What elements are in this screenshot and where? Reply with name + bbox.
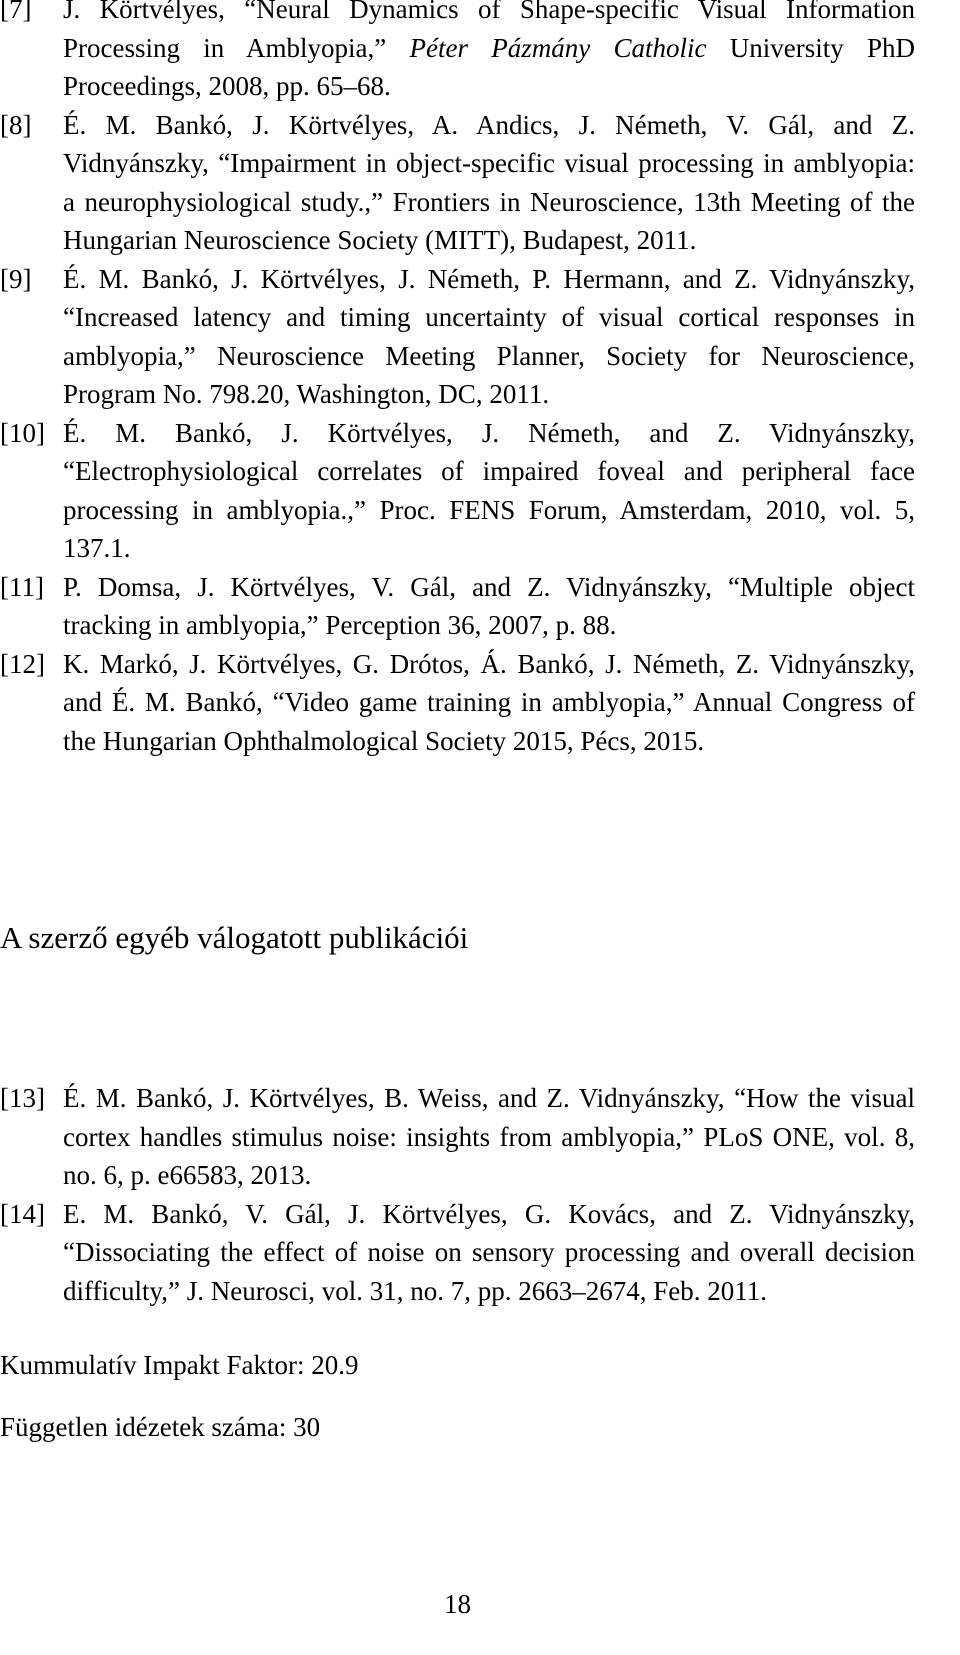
reference-number: [11] (0, 571, 44, 602)
reference-title: “How the visual cortex handles stimulus noise: insights from amblyopia,” (63, 1083, 916, 1152)
reference-item (0, 106, 915, 260)
reference-number: [9] (0, 263, 32, 294)
section-heading: A szerző egyéb válogatott publikációi (0, 920, 469, 955)
reference-title: “Increased latency and timing uncertainty of visual cortical responses in amblyopia,” (63, 302, 915, 371)
reference-item (0, 0, 915, 106)
reference-authors: K. Markó, J. Körtvélyes, G. Drótos, Á. Bankó, J. Németh, Z. Vidnyánszky, and É. M. Bankó, (63, 648, 915, 717)
reference-number: [12] (0, 648, 45, 679)
reference-number: [10] (0, 417, 45, 448)
reference-item (0, 568, 915, 645)
reference-title: “Video game training in amblyopia,” (272, 687, 685, 717)
reference-authors: É. M. Bankó, J. Körtvélyes, J. Németh, P. Hermann, and Z. Vidnyánszky, (63, 263, 915, 294)
impact-factor: Kummulatív Impakt Faktor: 20.9 (0, 1350, 359, 1380)
reference-venue: Proc. FENS Forum, Amsterdam, 2010, vol. 5, 137.1. (63, 494, 916, 563)
reference-title: “Electrophysiological correlates of impaired foveal and peripheral face processing in amblyopia.,” (63, 456, 915, 525)
reference-authors: P. Domsa, J. Körtvélyes, V. Gál, and Z. Vidnyánszky, (63, 571, 712, 602)
reference-number: [14] (0, 1198, 45, 1229)
reference-venue-rest: University PhD Proceedings, 2008, pp. 65–68. (63, 32, 916, 101)
reference-venue: Perception 36, 2007, p. 88. (325, 610, 617, 640)
reference-number: [13] (0, 1083, 45, 1113)
reference-item (0, 645, 915, 761)
reference-title: “Multiple object tracking in amblyopia,” (63, 571, 916, 640)
reference-authors: É. M. Bankó, J. Körtvélyes, B. Weiss, and Z. Vidnyánszky, (63, 1083, 725, 1113)
reference-item (0, 1079, 915, 1195)
reference-venue: Annual Congress of the Hungarian Ophthalmological Society 2015, Pécs, 2015. (63, 687, 915, 756)
reference-venue: Frontiers in Neuroscience, 13th Meeting of the Hungarian Neuroscience Society (MITT), Budapest, 2011. (63, 186, 916, 255)
reference-list-selected-publications (0, 1079, 915, 1310)
reference-title: “Dissociating the effect of noise on sensory processing and overall decision difficulty,” (63, 1237, 915, 1306)
reference-authors: E. M. Bankó, V. Gál, J. Körtvélyes, G. Kovács, and Z. Vidnyánszky, (63, 1198, 915, 1229)
reference-authors: J. Körtvélyes, (63, 0, 225, 24)
reference-list (0, 0, 915, 760)
reference-venue: PLoS ONE, vol. 8, no. 6, p. e66583, 2013. (63, 1121, 915, 1190)
reference-number: [8] (0, 109, 32, 140)
independent-citations: Független idézetek száma: 30 (0, 1412, 321, 1442)
reference-venue: Péter Pázmány Catholic (409, 32, 707, 63)
reference-item (0, 260, 915, 414)
page-number: 18 (444, 1589, 471, 1619)
reference-venue: J. Neurosci, vol. 31, no. 7, pp. 2663–2674, Feb. 2011. (186, 1275, 767, 1306)
reference-title: “Neural Dynamics of Shape-specific Visual Information Processing in Amblyopia,” (63, 0, 916, 63)
reference-item (0, 1195, 915, 1311)
reference-venue: Neuroscience Meeting Planner, Society for Neuroscience, Program No. 798.20, Washington, DC, 2011. (63, 340, 916, 409)
reference-title: “Impairment in object-specific visual processing in amblyopia: a neurophysiological study.,” (63, 148, 915, 217)
reference-item (0, 414, 915, 568)
reference-number: [7] (0, 0, 32, 24)
reference-authors: É. M. Bankó, J. Körtvélyes, J. Németh, and Z. Vidnyánszky, (63, 417, 915, 448)
reference-authors: É. M. Bankó, J. Körtvélyes, A. Andics, J. Németh, V. Gál, and Z. Vidnyánszky, (63, 109, 915, 178)
